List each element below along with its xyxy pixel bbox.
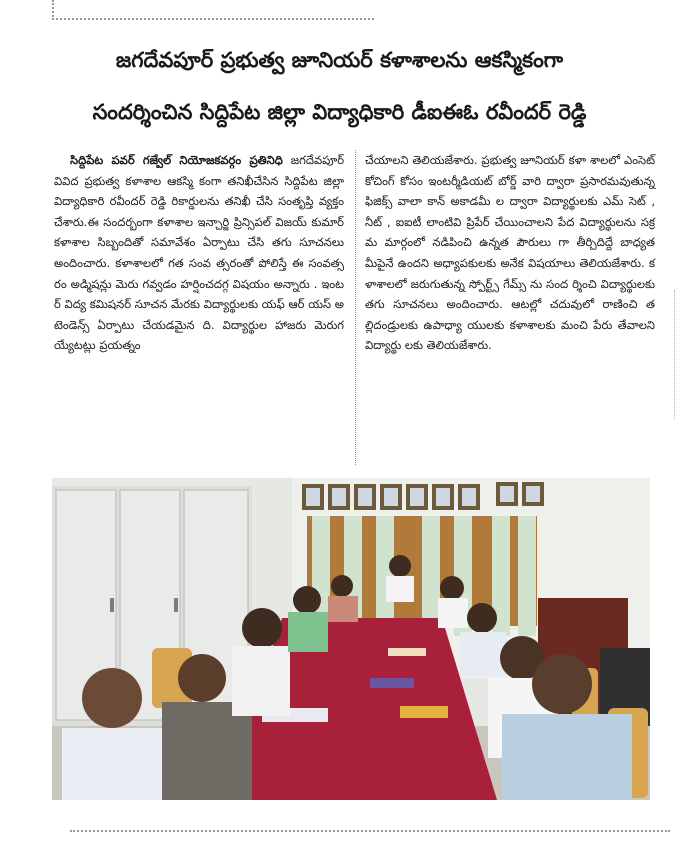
headline-line-1: జగదేవపూర్ ప్రభుత్వ జూనియర్ కళాశాలను ఆకస్మికంగా [115, 48, 564, 72]
headline-line-2: సందర్శించిన సిద్దిపేట జిల్లా విద్యాధికారి డీఐఈఓ రవీందర్ రెడ్డి [92, 100, 587, 124]
headline [10, 34, 669, 138]
article-column-left [54, 150, 344, 356]
margin-dotted-rule [674, 290, 675, 420]
meeting-photo [52, 478, 650, 800]
top-dotted-rule [52, 0, 374, 20]
dateline: సిద్దిపేట పవర్ గజ్వేల్ నియోజకవర్గం ప్రతినిధి [70, 153, 283, 167]
left-column-body: జగదేవపూర్ వివిద ప్రభుత్వ కళాశాల ఆకస్మి కంగా తనిఖీచేసిన సిద్దిపేట జిల్లా విద్యాధికారి రవీందర్ రెడ్డి రికార్డులను తనిఖీ చేసి సంతృప్తి వ్యక్తం చేశారు.ఈ సందర్బంగా కళాశాల ఇన్చార్జి ప్రిన్సిపల్ విజయ్ కుమార్ కళాశాల సిబ్బందితో సమావేశం ఏర్పాటు చేసి తగు సూచనలు అందించారు. కళాశాలలో గత సంవ త్సరంతో పోలిస్తే ఈ సంవత్సరం అడ్మిషన్లు మెరు గవ్వడం హర్షించదగ్గ విషయం అన్నారు . ఇంటర్ విద్య కమిషనర్ సూచన మేరకు విద్యార్థులకు యఫ్ ఆర్ యస్ అటెండెన్స్ ఏర్పాటు చేయడమైన ది. విద్యార్థుల హాజరు మెరుగయ్యేటట్లు ప్రయత్నం [54, 153, 345, 353]
column-divider [355, 150, 356, 465]
article-column-right [365, 150, 655, 356]
right-column-body: చేయాలని తెలియజేశారు. ప్రభుత్వ జూనియర్ కళా శాలలో ఎంసెట్ కోచింగ్ కోసం ఇంటర్మీడియట్ బోర్డ్ వారి ద్వారా ప్రసారమవుతున్న ఫిజిక్స్ వాలా కాన్ అకాడమీ ల ద్వారా విద్యార్థులకు ఎమ్ సెట్ ,నీట్ , ఐఐటీ లాంటివి ప్రిపేర్ చేయించాలని పేద విద్యార్థులను సక్రమ మార్గంలో నడిపించి ఉన్నత పౌరులు గా తీర్చిదిద్దే బాధ్యత మీపైనే ఉందని అధ్యాపకులకు అనేక విషయాలు తెలియజేశారు. కళాశాలలో జరుగుతున్న స్పోర్ట్స్ గేమ్స్ ను సంద ర్శించి విద్యార్థులకు తగు సూచనలు అందించారు. ఆటల్లో చదువులో రాణించి తల్లిదండ్రులకు ఉపాధ్యా యులకు కళాశాలకు మంచి పేరు తేవాలని విద్యార్థు లకు తెలియజేశారు. [365, 153, 655, 353]
meeting-photo-illustration [52, 478, 650, 800]
bottom-dotted-rule [70, 830, 670, 832]
